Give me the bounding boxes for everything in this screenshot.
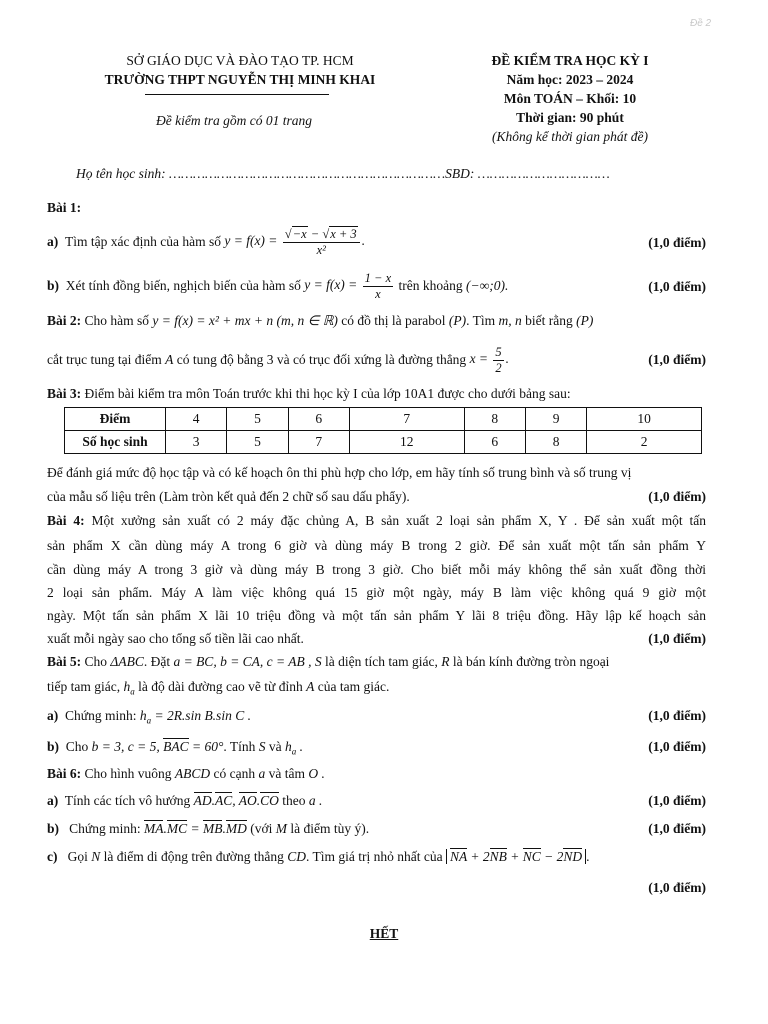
bai2-unknowns: m, n <box>498 313 522 328</box>
bai6-a-text-2: theo <box>282 793 306 808</box>
bai2-text-5: cắt trục tung tại điểm <box>47 351 162 367</box>
bai4-line-3: cần dùng máy A trong 3 giờ và dùng máy B trong 3 giờ. Cho biết mỗi máy không thể sản xuất đồng thời <box>47 562 706 577</box>
bai6-c-label: c) <box>47 849 58 864</box>
bai1-b-label: b) <box>47 277 60 293</box>
bai2-axis: x = $\frac{5}{2}$ . <box>469 345 510 375</box>
table-cell: 10 <box>587 408 702 431</box>
bai2-point-a: A <box>165 351 174 367</box>
bai5-text-5: tiếp tam giác, <box>47 679 121 694</box>
bai5-text-4: là bán kính đường tròn ngoại <box>452 654 610 669</box>
bai6-intro <box>47 766 325 783</box>
bai4-points: (1,0 điểm) <box>648 631 706 646</box>
bai6-c-point: N <box>91 849 101 864</box>
sbd-dots: …………………………… <box>477 166 610 181</box>
table-cell: 7 <box>288 431 349 454</box>
bai5-b-text-2: . Tính <box>223 739 256 754</box>
bai6-text-2: có cạnh <box>213 766 256 781</box>
bai6-b-text: Chứng minh: <box>69 821 141 836</box>
bai5-triangle: ΔABC <box>110 654 144 669</box>
duration: Thời gian: 90 phút <box>516 110 624 125</box>
page-count-note: Đề kiểm tra gồm có 01 trang <box>156 113 312 128</box>
bai4-line-6: xuất mỗi ngày sao cho tổng số tiền lãi cao nhất. <box>47 631 304 646</box>
bai6-a <box>47 793 322 810</box>
table-cell: 6 <box>464 431 525 454</box>
school-name: TRƯỜNG THPT NGUYỄN THỊ MINH KHAI <box>104 72 376 87</box>
table-cell: 3 <box>166 431 227 454</box>
bai3-points: (1,0 điểm) <box>648 489 706 504</box>
student-name-label: Họ tên học sinh: <box>76 166 166 181</box>
bai1-a-text: Tìm tập xác định của hàm số <box>65 233 221 249</box>
bai6-b-formula: MA.MC = MB.MD <box>143 821 247 836</box>
bai1-b-text: Xét tính đồng biến, nghịch biến của hàm số <box>65 277 301 293</box>
department-name: SỞ GIÁO DỤC VÀ ĐÀO TẠO TP. HCM <box>126 53 354 68</box>
bai2-points: (1,0 điểm) <box>648 352 706 367</box>
bai6-title: Bài 6: <box>47 766 82 781</box>
bai6-b-text-3: là điểm tùy ý). <box>290 821 370 836</box>
bai2-parabola-2: (P) <box>576 313 594 328</box>
bai5-b <box>47 739 303 758</box>
bai6-b-text-2: (với <box>250 821 273 836</box>
student-name-dots: …………………………………………………………… <box>168 166 446 181</box>
bai5-a-text: Chứng minh: <box>65 708 137 723</box>
table-cell: 9 <box>525 408 586 431</box>
bai5-a-points: (1,0 điểm) <box>648 708 706 723</box>
bai4-line-5: ngày. Một tấn sản phẩm X lãi 10 triệu đồng và một tấn sản phẩm Y lãi 8 triệu đồng. Hãy lập kế hoạch sản <box>47 608 706 623</box>
table-cell: 4 <box>166 408 227 431</box>
bai4-title: Bài 4: <box>47 513 85 528</box>
bai1-title: Bài 1: <box>47 200 82 215</box>
bai1-a-points: (1,0 điểm) <box>648 235 706 250</box>
header-underline <box>145 94 329 95</box>
bai3-text-2: của mẫu số liệu trên (Làm tròn kết quả đến 2 chữ số sau dấu phẩy). <box>47 489 410 504</box>
table-cell: 8 <box>525 431 586 454</box>
bai6-a-label: a) <box>47 793 59 808</box>
bai1-a <box>47 222 365 262</box>
bai2-text-3: . Tìm <box>466 313 496 328</box>
bai5-b-text: Cho <box>65 739 89 754</box>
bai5-b-label: b) <box>47 739 60 754</box>
bai4-text-1: Một xưởng sản xuất có 2 máy đặc chủng A, B sản xuất 2 loại sản phẩm X, Y . Để sản xuất một tấn <box>91 513 707 528</box>
bai6-a-points: (1,0 điểm) <box>648 793 706 808</box>
bai6-a-vectors: AD.AC, AO.CO <box>193 793 279 808</box>
bai6-text-3: và tâm <box>268 766 306 781</box>
bai5-text-7: của tam giác. <box>317 679 390 694</box>
bai6-c-text-2: là điểm di động trên đường thẳng <box>103 849 284 864</box>
table-cell: 8 <box>464 408 525 431</box>
table-header-count: Số học sinh <box>65 431 166 454</box>
bai6-c-line: CD <box>287 849 306 864</box>
bai6-b-points: (1,0 điểm) <box>648 821 706 836</box>
table-row-scores <box>65 408 702 431</box>
bai3-intro <box>47 386 571 403</box>
bai6-b <box>47 821 369 838</box>
bai5-b-text-3: và <box>268 739 282 754</box>
bai1-b <box>47 266 508 306</box>
bai6-c-points: (1,0 điểm) <box>648 880 706 895</box>
bai2-parabola: (P) <box>448 313 467 328</box>
bai5-b-area: S <box>258 739 266 754</box>
bai6-text-1: Cho hình vuông <box>84 766 172 781</box>
bai6-a-text: Tính các tích vô hướng <box>64 793 191 808</box>
end-mark: HẾT <box>369 926 399 941</box>
bai2-line2 <box>47 342 509 378</box>
bai5-title: Bài 5: <box>47 654 82 669</box>
bai5-b-values: b = 3, c = 5, BAC = 60° <box>91 739 224 754</box>
table-row-counts <box>65 431 702 454</box>
table-cell: 6 <box>288 408 349 431</box>
bai5-text-3: là diện tích tam giác, <box>325 654 438 669</box>
exam-title: ĐỀ KIỂM TRA HỌC KỲ I <box>491 53 649 68</box>
table-cell: 5 <box>227 408 288 431</box>
bai2-text-4: biết rằng <box>525 313 573 328</box>
school-year: Năm học: 2023 – 2024 <box>506 72 634 87</box>
bai6-center: O . <box>308 766 325 781</box>
bai2-text-1: Cho hàm số <box>84 313 150 328</box>
bai2-title: Bài 2: <box>47 313 82 328</box>
table-cell: 12 <box>349 431 464 454</box>
bai5-b-points: (1,0 điểm) <box>648 739 706 754</box>
bai4-line-4: 2 loại sản phẩm. Máy A làm việc không quá 15 giờ một ngày, máy B làm việc không quá 9 giờ một <box>47 585 706 600</box>
bai6-c-text-3: . Tìm giá trị nhỏ nhất của <box>305 849 443 864</box>
bai5-text-2: . Đặt <box>143 654 171 669</box>
bai1-a-formula: y = f(x) = $\frac{√-x - √x + 3}{\text{x²}}$ . <box>224 227 366 257</box>
bai1-b-points: (1,0 điểm) <box>648 279 706 294</box>
page-mark: Đề 2 <box>690 18 712 29</box>
bai6-c-text: Gọi <box>67 849 88 864</box>
bai5-a-label: a) <box>47 708 59 723</box>
subject: Môn TOÁN – Khối: 10 <box>503 91 637 106</box>
bai5-line-2 <box>47 679 389 698</box>
bai2-text-6: có tung độ bằng 3 và có trục đối xứng là đường thẳng <box>176 351 467 367</box>
bai5-text-6: là độ dài đường cao vẽ từ đỉnh <box>138 679 303 694</box>
bai5-line-1 <box>47 654 609 671</box>
bai1-b-interval-text: trên khoảng <box>398 277 463 293</box>
bai5-text-1: Cho <box>84 654 108 669</box>
bai5-a-formula: $h_a = 2R.\sin$ B.sin C . <box>139 708 251 726</box>
bai5-sides: a = BC, b = CA, c = AB , S <box>173 654 322 669</box>
bai5-a <box>47 708 251 727</box>
bai3-text-1: Để đánh giá mức độ học tập và có kế hoạch ôn thi phù hợp cho lớp, em hãy tính số trung bình và số trung vị <box>47 465 632 480</box>
bai5-b-height: $h_a$ . <box>285 739 304 757</box>
bai6-c: c) Gọi N là điểm di động trên đường thẳng CD. Tìm giá trị nhỏ nhất của NA + 2NB + NC − 2ND . <box>47 849 590 864</box>
bai3-intro-text: Điểm bài kiểm tra môn Toán trước khi thi học kỳ I của lớp 10A1 được cho dưới bảng sau: <box>84 386 571 401</box>
table-cell: 2 <box>587 431 702 454</box>
bai2-function: y = f(x) = x² + mx + n (m, n ∈ ℝ) <box>152 313 338 328</box>
table-header-score: Điểm <box>65 408 166 431</box>
bai6-c-expression: NA + 2NB + NC − 2ND <box>446 849 586 864</box>
duration-note: (Không kể thời gian phát đề) <box>491 129 649 144</box>
bai3-title: Bài 3: <box>47 386 82 401</box>
bai1-b-formula: y = f(x) = $\frac{1 - x}{x}$ <box>304 271 392 301</box>
bai6-square: ABCD <box>174 766 211 781</box>
bai4-line-2: sản phẩm X cần dùng máy A trong 6 giờ và dùng máy B trong 2 giờ. Để sản xuất một tấn sản phẩm Y <box>47 538 706 553</box>
bai1-b-interval: (−∞;0). <box>466 277 509 293</box>
bai6-b-point: M <box>275 821 287 836</box>
bai5-radius: R <box>441 654 450 669</box>
bai6-b-label: b) <box>47 821 60 836</box>
table-cell: 5 <box>227 431 288 454</box>
bai5-height: $h_a$ <box>123 679 135 697</box>
bai4-line-1 <box>47 513 706 530</box>
table-cell: 7 <box>349 408 464 431</box>
bai2-text-2: có đồ thị là parabol <box>341 313 446 328</box>
sbd-label: SBD: <box>445 166 475 181</box>
bai6-a-var: a . <box>308 793 323 808</box>
score-table <box>64 407 702 454</box>
bai6-side: a <box>258 766 266 781</box>
bai5-vertex: A <box>306 679 315 694</box>
student-info-line <box>76 166 610 183</box>
bai2-line1 <box>47 313 593 330</box>
bai1-a-label: a) <box>47 233 59 249</box>
